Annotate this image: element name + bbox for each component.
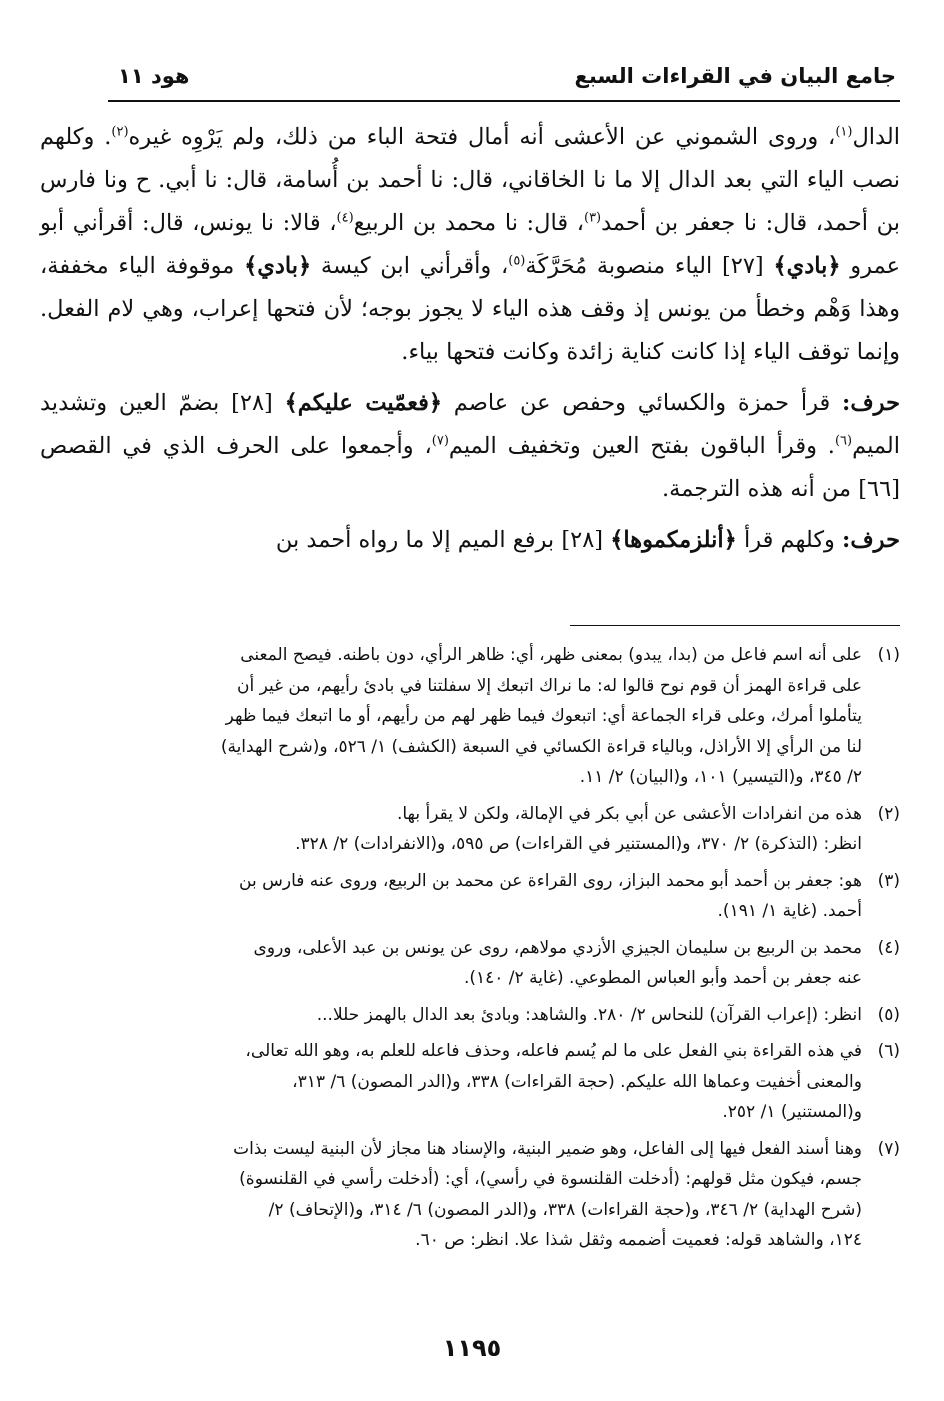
footnote-item [44, 933, 900, 994]
text: وكلهم قرأ [736, 527, 843, 553]
footnote-ref: (٥) [508, 253, 526, 269]
footnote-item [44, 1000, 900, 1031]
footnote-line: وهنا أسند الفعل فيها إلى الفاعل، وهو ضمير البنية، والإسناد هنا مجاز لأن البنية ليست بذات [233, 1138, 862, 1159]
footnote-line: انظر: (التذكرة) ٢/ ٣٧٠، و(المستنير في القراءات) ص ٥٩٥، و(الانفرادات) ٢/ ٣٢٨. [295, 834, 862, 854]
footnote-line: أحمد. (غاية ١/ ١٩١). [717, 901, 862, 921]
harf-label: حرف: [842, 390, 900, 416]
footnote-text [44, 640, 862, 793]
footnote-item [44, 640, 900, 793]
footnote-line: هذه من انفرادات الأعشى عن أبي بكر في الإمالة، ولكن لا يقرأ بها. [396, 803, 862, 824]
footnote-ref: (٤) [336, 210, 354, 226]
text: ، وروى الشموني عن الأعشى أنه أمال فتحة الباء من ذلك، ولم يَرْوِه غيره [128, 124, 836, 150]
text: [٢٧] الياء منصوبة مُحَرَّكَة [525, 253, 774, 279]
paragraph-1 [40, 116, 900, 374]
footnote-line: انظر: (إعراب القرآن) للنحاس ٢/ ٢٨٠. والشاهد: وبادئ بعد الدال بالهمز حللا... [316, 1004, 862, 1025]
footnote-line: عنه جعفر بن أحمد وأبو العباس المطوعي. (غاية ٢/ ١٤٠). [463, 968, 862, 988]
harf-label: حرف: [842, 527, 900, 553]
footnote-text [44, 866, 862, 927]
footnote-item [44, 866, 900, 927]
footnote-item [44, 799, 900, 860]
footnote-line: يتأملوا أمرك، وعلى قراء الجماعة أي: اتبعوك فيما ظهر لهم من رأيهم، أو ما اتبعك فيما ظهر [225, 706, 862, 726]
header-divider [108, 100, 900, 102]
text: قرأ حمزة والكسائي وحفص عن عاصم [442, 390, 843, 416]
quran-word: ﴿فعمّيت عليكم﴾ [284, 390, 443, 416]
footnote-ref: (٣) [583, 210, 602, 226]
text: . وقرأ الباقون بفتح العين وتخفيف الميم [448, 433, 835, 459]
footnote-line: والمعنى أخفيت وعماها الله عليكم. (حجة القراءات) ٣٣٨، و(الدر المصون) ٦/ ٣١٣، [292, 1071, 862, 1092]
footnote-number: (٥) [877, 1004, 900, 1025]
footnote-line: (شرح الهداية) ٢/ ٣٤٦، و(حجة القراءات) ٣٣٨، و(الدر المصون) ٦/ ٣١٤، و(الإتحاف) ٢/ [268, 1199, 862, 1220]
footnote-text [44, 933, 862, 994]
text: موقوفة الياء مخففة، وهذا وَهْم وخطأ من يونس إذ وقف هذه الياء لا يجوز بوجه؛ لأن فتحها إعراب، وهي لام الفعل. وإنما توقف الياء إذا كانت كناية زائدة وكانت فتحها بياء. [40, 253, 900, 365]
page-number: ١١٩٥ [442, 1334, 502, 1362]
footnote-number: (٢) [877, 803, 900, 824]
footnote-ref: (٦) [834, 433, 853, 449]
footnote-line: ١٢٤، والشاهد قوله: فعميت أضممه وثقل شذا علا. انظر: ص ٦٠. [415, 1230, 862, 1250]
footnote-line: لنا من الرأي إلا الأراذل، وبالياء قراءة الكسائي في السبعة (الكشف) ١/ ٥٢٦، و(شرح الهداية) [220, 736, 862, 757]
footnote-number: (٤) [877, 937, 900, 958]
footnote-number: (٣) [877, 870, 900, 891]
text: الدال [852, 124, 900, 150]
footnote-line: هو: جعفر بن أحمد أبو محمد البزاز، روى القراءة عن محمد بن الربيع، وروى عنه فارس بن [239, 870, 862, 891]
quran-word: ﴿أنلزمكموها﴾ [610, 527, 737, 553]
footnote-number: (١) [877, 645, 900, 665]
footnote-line: على قراءة الهمز أن قوم نوح قالوا له: ما نراك اتبعك إلا سفلتنا في بادئ رأيهم، من غير أن [236, 675, 862, 696]
footnote-text [44, 799, 862, 860]
footnote-line: و(المستنير) ١/ ٢٥٢. [722, 1102, 862, 1122]
footnote-text [44, 1134, 862, 1256]
footnote-divider [570, 625, 900, 626]
text: [٢٨] برفع الميم إلا ما رواه أحمد بن [275, 527, 611, 553]
text: ، وأجمعوا على الحرف الذي في القصص [٦٦] من أنه هذه الترجمة. [40, 433, 900, 502]
text: ، قال: نا محمد بن الربيع [353, 210, 584, 236]
surah-label: هود ١١ [118, 64, 190, 88]
footnote-number: (٧) [877, 1138, 900, 1159]
footnote-line: على أنه اسم فاعل من (بدا، يبدو) بمعنى ظهر، أي: ظاهر الرأي، دون باطنه. فيصح المعنى [240, 645, 862, 665]
quran-word: ﴿بادي﴾ [244, 253, 312, 279]
footnote-line: ٢/ ٣٤٥، و(التيسير) ١٠١، و(البيان) ٢/ ١١. [579, 767, 862, 787]
main-text [40, 116, 900, 570]
footnote-text [44, 1000, 862, 1031]
quran-word: ﴿بادي﴾ [773, 253, 841, 279]
footnote-ref: (٧) [431, 433, 449, 449]
footnotes [44, 640, 900, 1262]
running-header [118, 62, 896, 102]
footnote-ref: (١) [835, 124, 853, 140]
paragraph-2 [40, 382, 900, 511]
paragraph-3 [40, 519, 900, 562]
text: ، وأقرأني ابن كيسة [311, 253, 509, 279]
text: . وكلهم نصب الياء التي بعد الدال إلا ما نا الخاقاني، قال: نا أحمد بن أُسامة، قال: نا أبي. ح ونا فارس بن أحمد، قال: نا جعفر بن أحمد [40, 124, 900, 236]
book-title: جامع البيان في القراءات السبع [574, 64, 896, 88]
footnote-item [44, 1036, 900, 1128]
footnote-line: جسم، فيكون مثل قولهم: (أدخلت القلنسوة في رأسي)، أي: (أدخلت رأسي في القلنسوة) [239, 1169, 862, 1189]
text: ، قالا: نا يونس، قال: أقرأني أبو عمرو [40, 210, 901, 279]
footnote-line: محمد بن الربيع بن سليمان الجيزي الأزدي مولاهم، روى عن يونس بن عبد الأعلى، وروى [253, 937, 862, 958]
footnote-line: في هذه القراءة بني الفعل على ما لم يُسم فاعله، وحذف فاعله للعلم به، وهو الله تعالى، [245, 1041, 862, 1061]
footnote-item [44, 1134, 900, 1256]
footnote-text [44, 1036, 862, 1128]
text: [٢٨] بضمّ العين وتشديد الميم [40, 390, 900, 459]
footnote-ref: (٢) [111, 124, 129, 140]
footnote-number: (٦) [877, 1041, 900, 1061]
